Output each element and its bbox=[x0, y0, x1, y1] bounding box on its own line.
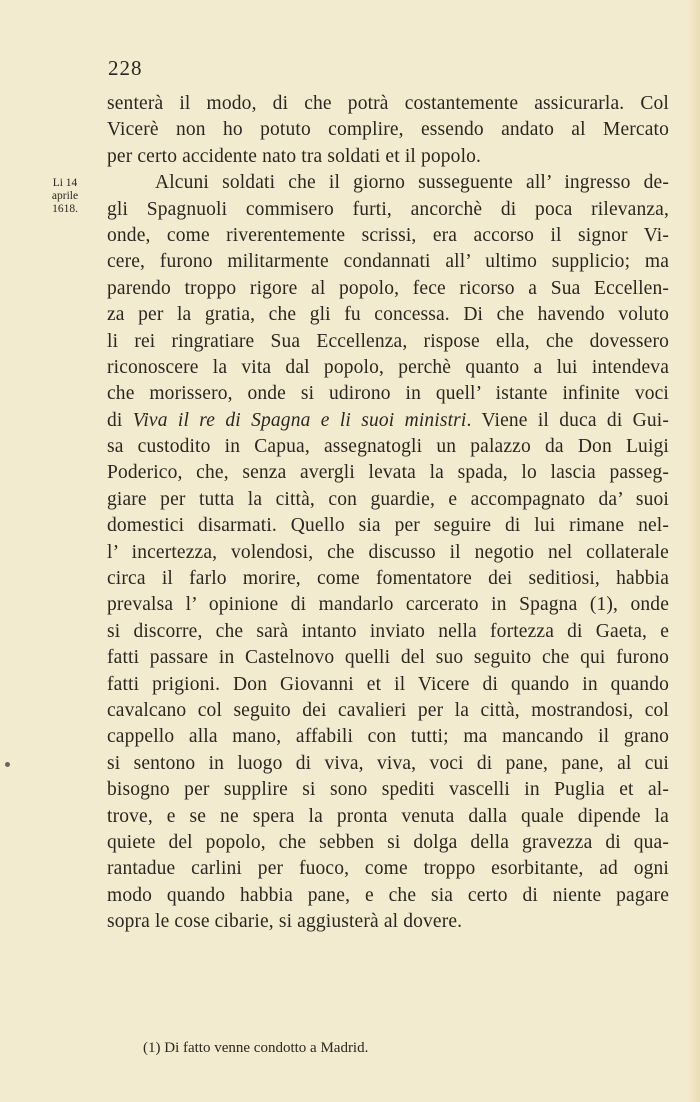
text-segment: . Viene il duca di Gui- bbox=[466, 409, 669, 431]
text-line: bisogno per supplire si sono spediti vascelli in Puglia et al- bbox=[107, 779, 669, 801]
margin-note-line: Li 14 bbox=[52, 177, 78, 189]
text-line: giare per tutta la città, con guardie, e accompagnato da’ suoi bbox=[107, 488, 669, 510]
text-line: parendo troppo rigore al popolo, fece ricorso a Sua Eccellen- bbox=[107, 277, 669, 299]
text-line: cavalcano col seguito dei cavalieri per la città, mostrandosi, col bbox=[107, 699, 669, 721]
text-line: sa custodito in Capua, assegnatogli un palazzo da Don Luigi bbox=[107, 436, 669, 458]
text-line: Poderico, che, senza avergli levata la spada, lo lascia passeg- bbox=[107, 462, 669, 484]
text-line: l’ incertezza, volendosi, che discusso il negotio nel collaterale bbox=[107, 541, 669, 563]
text-line: fatti prigioni. Don Giovanni et il Vicere di quando in quando bbox=[107, 673, 669, 695]
text-line: onde, come riverentemente scrissi, era accorso il signor Vi- bbox=[107, 224, 669, 246]
text-line: senterà il modo, di che potrà costantemente assicurarla. Col bbox=[107, 93, 669, 114]
text-line: Vicerè non ho potuto complire, essendo andato al Mercato bbox=[107, 119, 669, 141]
text-line: si sentono in luogo di viva, viva, voci di pane, pane, al cui bbox=[107, 752, 669, 774]
text-line: prevalsa l’ opinione di mandarlo carcerato in Spagna (1), onde bbox=[107, 594, 669, 616]
italic-quote: Viva il re di Spagna e li suoi ministri bbox=[132, 409, 467, 431]
text-line: cere, furono militarmente condannati all’ ultimo supplicio; ma bbox=[107, 251, 669, 273]
body-text bbox=[107, 91, 669, 936]
text-line bbox=[107, 408, 669, 434]
text-line: per certo accidente nato tra soldati et il popolo. bbox=[107, 145, 482, 167]
text-line: rantadue carlini per fuoco, come troppo esorbitante, ad ogni bbox=[107, 858, 669, 880]
text-line: domestici disarmati. Quello sia per seguire di lui rimane nel- bbox=[107, 515, 669, 537]
text-line: Alcuni soldati che il giorno susseguente all’ ingresso de- bbox=[155, 172, 669, 194]
text-line: li rei ringratiare Sua Eccellenza, rispose ella, che dovessero bbox=[107, 330, 669, 352]
text-line: cappello alla mano, affabili con tutti; ma mancando il grano bbox=[107, 726, 669, 748]
footnote: (1) Di fatto venne condotto a Madrid. bbox=[143, 1040, 369, 1056]
text-line: riconoscere la vita dal popolo, perchè quanto a lui intendeva bbox=[107, 356, 669, 378]
ink-speck bbox=[5, 762, 10, 767]
page-edge bbox=[688, 0, 700, 1102]
text-line: circa il farlo morire, come fomentatore dei seditiosi, habbia bbox=[107, 568, 669, 590]
margin-note-line: aprile bbox=[51, 190, 79, 202]
page-number: 228 bbox=[108, 56, 143, 80]
text-line: sopra le cose cibarie, si aggiusterà al dovere. bbox=[107, 911, 463, 933]
text-line: si discorre, che sarà intanto inviato nella fortezza di Gaeta, e bbox=[107, 620, 669, 642]
text-line: che morissero, onde si udirono in quell’ istante infinite voci bbox=[107, 383, 669, 405]
text-segment: di bbox=[107, 409, 133, 431]
text-line: gli Spagnuoli commisero furti, ancorchè di poca rilevanza, bbox=[107, 198, 669, 220]
text-line: modo quando habbia pane, e che sia certo di niente pagare bbox=[107, 884, 669, 906]
text-line: za per la gratia, che gli fu concessa. Di che havendo voluto bbox=[107, 304, 669, 326]
text-line: quiete del popolo, che sebben si dolga della gravezza di qua- bbox=[107, 831, 669, 853]
text-line: trove, e se ne spera la pronta venuta dalla quale dipende la bbox=[107, 805, 669, 827]
margin-note-line: 1618. bbox=[52, 203, 78, 215]
margin-date-note bbox=[36, 177, 94, 216]
text-line: fatti passare in Castelnovo quelli del suo seguito che qui furono bbox=[107, 647, 669, 669]
